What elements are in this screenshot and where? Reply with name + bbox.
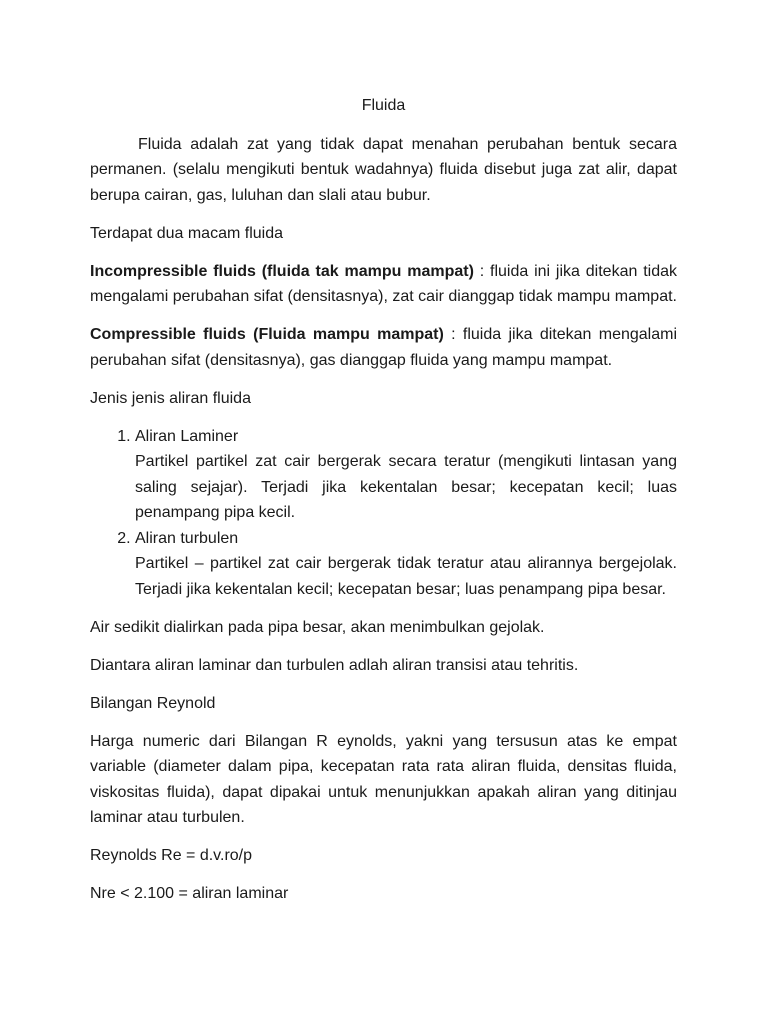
- flow-type-title: 2. Aliran turbulen: [135, 529, 239, 547]
- list-item: [135, 424, 677, 526]
- document-title: Fluida: [361, 97, 406, 114]
- reynold-description: Harga numeric dari Bilangan R eynolds, yakni yang tersusun atas ke empat variable (diameter dalam pipa, kecepatan rata rata aliran fluida, densitas fluida, viskositas fluida), dapat dipakai untuk menunjukkan apakah aliran yang ditinjau laminar atau turbulen.: [90, 732, 677, 826]
- flow-type-desc: Partikel – partikel zat cair bergerak tidak teratur atau alirannya bergejolak. Terjadi jika kekentalan kecil; kecepatan besar; luas penampang pipa besar.: [135, 555, 677, 598]
- intro-paragraph: Fluida adalah zat yang tidak dapat menahan perubahan bentuk secara permanen. (selalu mengikuti bentuk wadahnya) fluida disebut juga zat alir, dapat berupa cairan, gas, luluhan dan slali atau bubur.: [90, 135, 677, 204]
- incompressible-term: Incompressible fluids (fluida tak mampu mampat): [90, 262, 474, 280]
- compressible-term: Compressible fluids (Fluida mampu mampat): [90, 326, 444, 343]
- compressible-desc: : fluida jika ditekan mengalami perubahan sifat (densitasnya), gas dianggap fluida yang mampu mampat.: [90, 326, 678, 369]
- compressible-paragraph: [90, 322, 677, 373]
- incompressible-desc: : fluida ini jika ditekan tidak mengalami perubahan sifat (densitasnya), zat cair dianggap tidak mampu mampat.: [90, 262, 677, 305]
- incompressible-paragraph: [90, 259, 677, 310]
- reynold-formula: Reynolds Re = d.v.ro/p: [90, 847, 253, 864]
- flow-type-title: 1. Aliran Laminer: [135, 427, 239, 445]
- transition-paragraph: Diantara aliran laminar dan turbulen adlah aliran transisi atau tehritis.: [90, 656, 579, 674]
- flow-types-heading: Jenis jenis aliran fluida: [90, 389, 251, 407]
- air-paragraph: Air sedikit dialirkan pada pipa besar, akan menimbulkan gejolak.: [90, 618, 545, 636]
- list-item: [135, 526, 677, 603]
- flow-type-desc: Partikel partikel zat cair bergerak secara teratur (mengikuti lintasan yang saling sejajar). Terjadi jika kekentalan besar; kecepatan kecil; luas penampang pipa kecil.: [135, 453, 677, 521]
- document-body: [90, 93, 677, 919]
- two-kinds-heading: Terdapat dua macam fluida: [90, 224, 283, 242]
- reynold-heading: Bilangan Reynold: [90, 694, 216, 712]
- flow-types-list: [90, 424, 677, 603]
- nre-laminar-line: Nre < 2.100 = aliran laminar: [90, 885, 289, 902]
